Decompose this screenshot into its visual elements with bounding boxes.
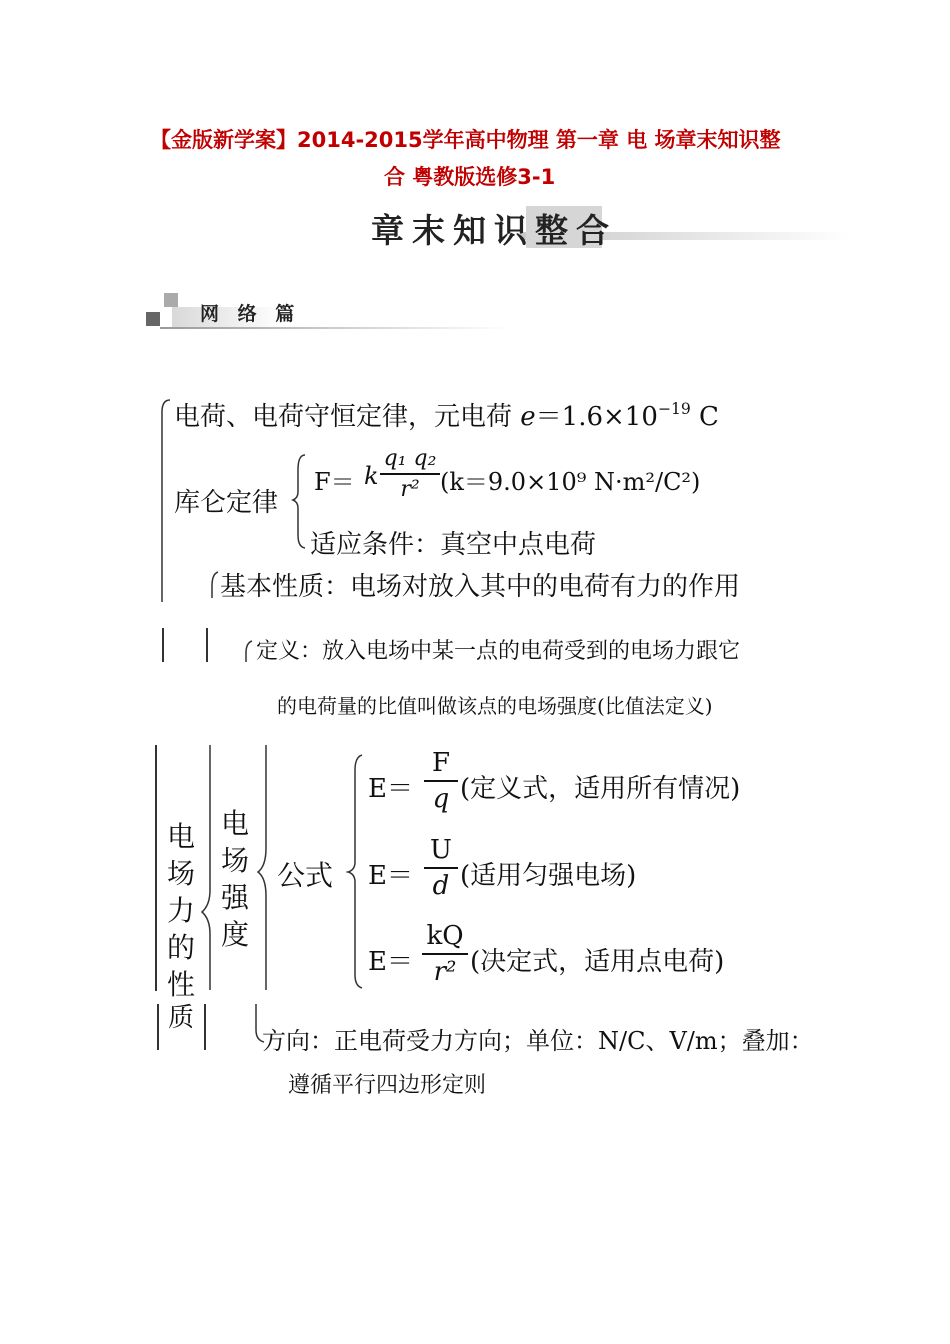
coulomb-k: k bbox=[364, 462, 379, 490]
formula-label: 公式 bbox=[277, 859, 334, 892]
formula-1-E: E＝ bbox=[368, 774, 413, 804]
charge-conservation-line bbox=[174, 396, 719, 433]
formula-1-numerator: F bbox=[431, 748, 451, 778]
charge-line-text-b: ＝1.6×10 bbox=[535, 402, 658, 432]
formula-2-E: E＝ bbox=[368, 861, 413, 891]
tree-line-left-2 bbox=[206, 628, 208, 662]
chapter-header-part2: 整合 bbox=[535, 211, 617, 250]
coulomb-F: F＝ bbox=[314, 468, 355, 496]
direction-line-2: 遵循平行四边形定则 bbox=[288, 1073, 487, 1098]
tree-line-left-4 bbox=[157, 1004, 159, 1050]
field-force-char-1: 电 bbox=[166, 820, 195, 853]
formula-3-note: (决定式，适用点电荷) bbox=[470, 947, 725, 977]
charge-line-text-a: 电荷、电荷守恒定律，元电荷 bbox=[174, 402, 521, 432]
definition-line-1: 定义：放入电场中某一点的电荷受到的电场力跟它 bbox=[256, 639, 741, 664]
field-force-char-4: 的 bbox=[166, 931, 195, 964]
field-strength-char-3: 强 bbox=[220, 881, 249, 914]
field-strength-char-1: 电 bbox=[220, 807, 249, 840]
charge-unit: C bbox=[690, 402, 719, 432]
field-strength-char-4: 度 bbox=[220, 918, 249, 951]
formula-2-bar bbox=[424, 867, 458, 869]
direction-line-1: 方向：正电荷受力方向；单位：N/C、V/m；叠加： bbox=[262, 1027, 814, 1055]
tree-line-left-5 bbox=[204, 1004, 206, 1050]
definition-line-2: 的电荷量的比值叫做该点的电场强度(比值法定义) bbox=[277, 694, 713, 718]
field-force-label bbox=[166, 818, 196, 1003]
coulomb-fraction bbox=[380, 446, 440, 502]
field-force-tail: 质 bbox=[167, 1003, 194, 1033]
formula-1-note: (定义式，适用所有情况) bbox=[460, 774, 741, 804]
document-title-line-1: 【金版新学案】2014-2015学年高中物理 第一章 电 场章末知识整 bbox=[150, 128, 781, 152]
section-label: 网 络 篇 bbox=[200, 303, 301, 325]
field-force-char-3: 力 bbox=[166, 894, 195, 927]
coulomb-constant: (k＝9.0×10⁹ N·m²/C²) bbox=[440, 468, 701, 496]
coulomb-condition: 适应条件：真空中点电荷 bbox=[310, 530, 597, 560]
charge-exponent: −19 bbox=[657, 400, 691, 419]
field-strength-label bbox=[220, 805, 250, 953]
formula-1-fraction bbox=[424, 748, 458, 814]
formula-1-bar bbox=[424, 780, 458, 782]
coulomb-fraction-bar bbox=[380, 473, 440, 475]
formula-3-E: E＝ bbox=[368, 947, 413, 977]
charge-symbol-e: e bbox=[520, 402, 536, 432]
formula-2-fraction bbox=[424, 835, 458, 901]
formula-2-numerator: U bbox=[430, 835, 452, 865]
formula-3-numerator: kQ bbox=[426, 921, 464, 951]
formula-2-denominator: d bbox=[432, 870, 450, 901]
field-force-char-5: 性 bbox=[166, 968, 195, 1001]
field-force-char-2: 场 bbox=[166, 857, 195, 890]
document-title-line-2: 合 粤教版选修3-1 bbox=[384, 165, 556, 189]
basic-property: 基本性质：电场对放入其中的电荷有力的作用 bbox=[220, 572, 741, 602]
formula-3-denominator: r² bbox=[433, 956, 457, 987]
formula-3-fraction bbox=[422, 921, 468, 987]
coulomb-denominator: r² bbox=[400, 476, 420, 502]
formula-1-denominator: q bbox=[432, 783, 450, 814]
chapter-header-part1: 章末知识 bbox=[371, 211, 535, 250]
coulomb-label: 库仑定律 bbox=[174, 488, 279, 518]
formula-3-bar bbox=[422, 953, 468, 955]
tree-line-left-3 bbox=[155, 745, 157, 991]
field-strength-char-2: 场 bbox=[220, 844, 249, 877]
tree-line-left-1 bbox=[162, 628, 164, 662]
coulomb-numerator: q₁ q₂ bbox=[383, 446, 437, 471]
formula-2-note: (适用匀强电场) bbox=[460, 861, 637, 891]
